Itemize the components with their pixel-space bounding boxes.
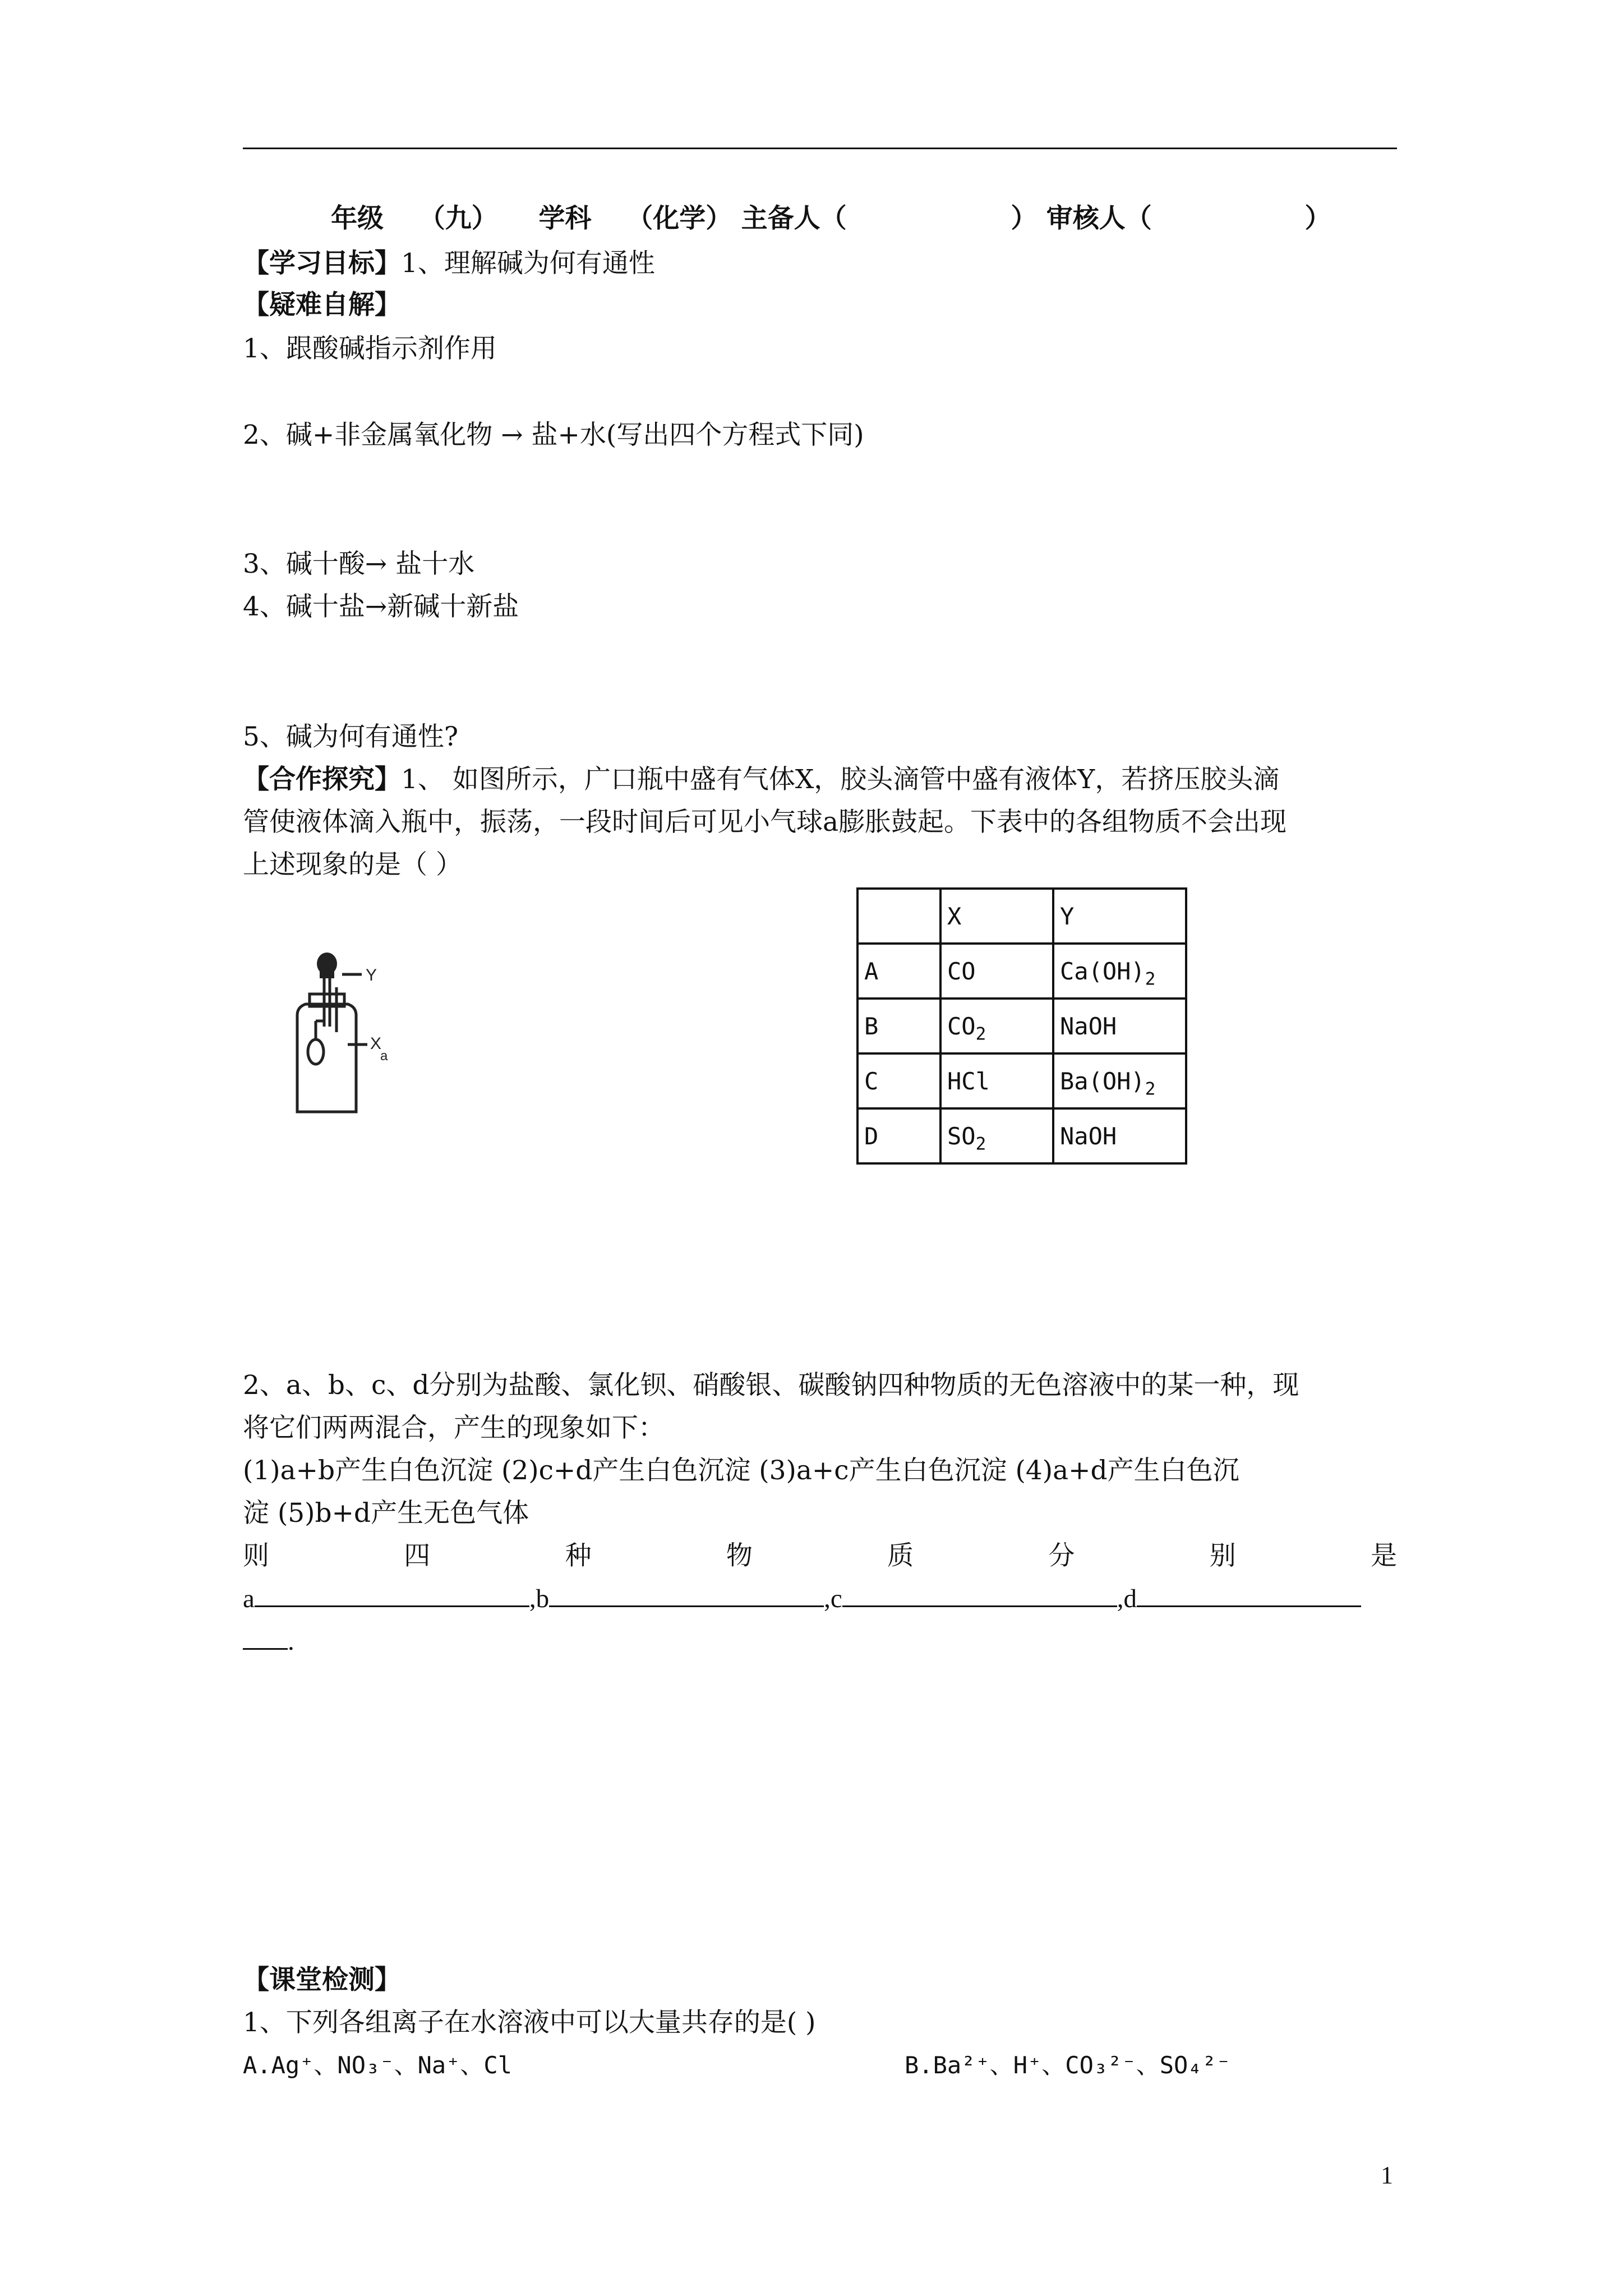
table-cell-option: A [857,944,940,999]
explore-q1-line-3: 上述现象的是（ ） [243,849,462,880]
preparer-label: 主备人（ [741,203,847,234]
answer-blank-b[interactable] [549,1583,824,1607]
table-cell-y: $Ca(OH)_2$ [1053,944,1186,999]
check-option-a: A.Ag⁺、NO₃⁻、Na⁺、Cl [243,2051,513,2079]
table-cell-x: $SO_2$ [940,1108,1053,1163]
self-study-heading: 【疑难自解】 [243,289,401,320]
table-header-cell: Y [1053,889,1186,944]
table-row [857,999,1186,1053]
check-option-b: B.Ba²⁺、H⁺、CO₃²⁻、SO₄²⁻ [905,2051,1231,2079]
page-number: 1 [1381,2161,1393,2189]
table-cell-y: NaOH [1053,1108,1186,1163]
options-table [856,887,1187,1165]
justified-char: 则 [243,1540,269,1571]
explore-q2-justified-line [243,1539,1397,1573]
justified-char: 质 [887,1540,914,1571]
explore-q1-text-1: 1、 如图所示，广口瓶中盛有气体X，胶头滴管中盛有液体Y，若挤压胶头滴 [401,764,1280,795]
q2-end-period: . [288,1627,294,1656]
answer-blank-a[interactable] [255,1583,529,1607]
explore-q2-end [243,1625,294,1658]
explore-q1-line-2: 管使液体滴入瓶中，振荡，一段时间后可见小气球a膨胀鼓起。下表中的各组物质不会出现 [243,807,1287,838]
table-cell-option: B [857,999,940,1053]
table-cell-y: NaOH [1053,999,1186,1053]
justified-char: 物 [726,1540,753,1571]
explore-q2-blanks [243,1582,1397,1616]
explore-q1-line-1 [243,763,1279,797]
answer-blank-d-cont[interactable] [243,1626,288,1650]
header-line [331,202,1331,236]
subject-value: （化学） [626,203,732,234]
table-cell-x: CO [940,944,1053,999]
justified-char: 分 [1048,1540,1075,1571]
figure-label-y: Y [366,966,377,984]
table-cell-x: HCl [940,1053,1053,1108]
table-cell-y: $Ba(OH)_2$ [1053,1053,1186,1108]
explore-q2-line-1: 2、a、b、c、d分别为盐酸、氯化钡、硝酸银、碳酸钠四种物质的无色溶液中的某一种，现 [243,1370,1299,1401]
preparer-close: ） [1011,203,1038,234]
self-study-item-3: 3、碱十酸→ 盐十水 [243,549,475,579]
learning-goal [243,247,655,280]
check-heading: 【课堂检测】 [243,1964,401,1995]
self-study-item-5: 5、碱为何有通性? [243,721,459,752]
check-q1: 1、下列各组离子在水溶液中可以大量共存的是( ) [243,2007,816,2038]
reviewer-label: 审核人（ [1046,203,1152,234]
blank-label-d: ,d [1117,1584,1137,1613]
self-study-item-4: 4、碱十盐→新碱十新盐 [243,591,519,622]
subject-label: 学科 [538,203,592,234]
table-row [857,1053,1186,1108]
table-row [857,889,1186,944]
blank-label-b: ,b [529,1584,550,1613]
goal-heading: 【学习目标】 [243,248,401,279]
justified-char: 种 [565,1540,592,1571]
blank-label-c: ,c [824,1584,842,1613]
table-cell-option: D [857,1108,940,1163]
apparatus-figure [264,948,432,1116]
explore-heading: 【合作探究】 [243,764,401,795]
justified-char: 是 [1370,1540,1397,1571]
explore-q2-line-4: 淀 (5)b+d产生无色气体 [243,1498,529,1529]
self-study-item-2: 2、碱+非金属氧化物 → 盐+水(写出四个方程式下同) [243,420,864,450]
goal-text: 1、理解碱为何有通性 [401,248,655,279]
justified-char: 四 [404,1540,431,1571]
grade-value: （九） [418,203,498,234]
answer-blank-d[interactable] [1137,1583,1361,1607]
table-row [857,1108,1186,1163]
table-cell-x: $CO_2$ [940,999,1053,1053]
explore-q2-line-2: 将它们两两混合，产生的现象如下： [243,1412,665,1443]
table-cell-option: C [857,1053,940,1108]
table-header-cell: X [940,889,1053,944]
reviewer-close: ） [1304,203,1331,234]
header-rule [243,148,1397,149]
figure-label-x: X [370,1034,382,1053]
table-header-cell [857,889,940,944]
grade-label: 年级 [331,203,384,234]
justified-char: 别 [1209,1540,1236,1571]
figure-label-a: a [380,1048,388,1064]
table-row [857,944,1186,999]
self-study-item-1: 1、跟酸碱指示剂作用 [243,333,497,364]
blank-label-a: a [243,1584,255,1613]
explore-q2-line-3: (1)a+b产生白色沉淀 (2)c+d产生白色沉淀 (3)a+c产生白色沉淀 (4)a+d产生白色沉 [243,1455,1239,1486]
answer-blank-c[interactable] [842,1583,1117,1607]
